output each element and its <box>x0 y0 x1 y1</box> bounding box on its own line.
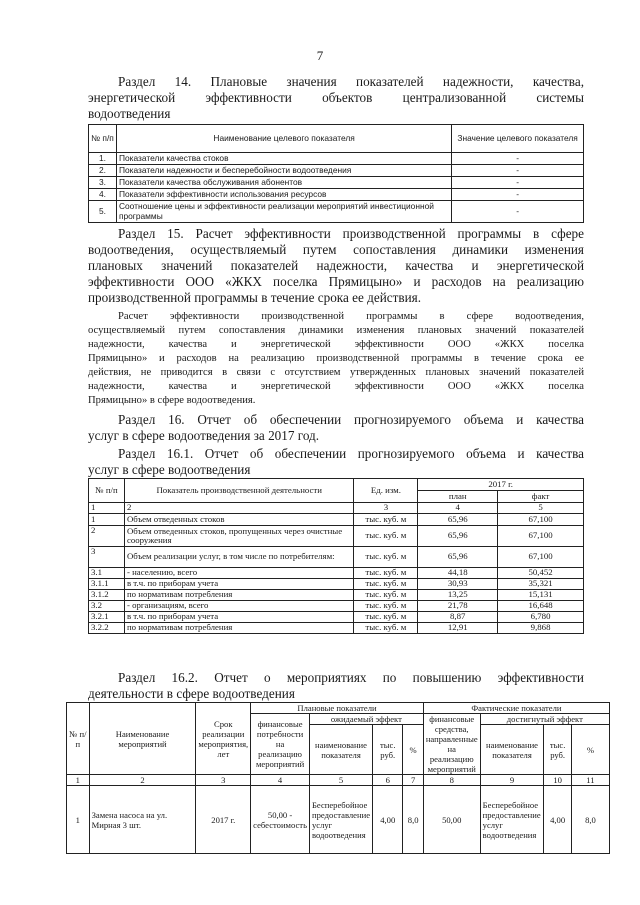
cell-number: 2. <box>89 165 117 177</box>
cell-name: по нормативам потребления <box>124 590 354 601</box>
table-row <box>89 601 584 612</box>
cell-value: - <box>452 189 584 201</box>
cell-unit: тыс. куб. м <box>354 568 418 579</box>
cell-name: Объем реализации услуг, в том числе по потребителям: <box>124 547 354 568</box>
heading-line: Раздел 16.2. Отчет о мероприятиях по повышению эффективности <box>118 670 584 685</box>
cell-fact: 67,100 <box>498 514 584 526</box>
heading-line: деятельности в сфере водоотведения <box>88 686 295 701</box>
cell-plan: 30,93 <box>418 579 498 590</box>
cell-plan: 65,96 <box>418 514 498 526</box>
index-row <box>89 503 584 514</box>
cell-name: Замена насоса на ул. Мирная 3 шт. <box>89 786 196 854</box>
table-row <box>89 165 584 177</box>
heading-line: водоотведения, осуществляемый путем сопоставления динамики изменения <box>88 242 584 257</box>
cell-unit: тыс. куб. м <box>354 526 418 547</box>
cell-percent-actual: 8,0 <box>571 786 609 854</box>
section-15-heading <box>88 226 584 306</box>
table-row <box>89 547 584 568</box>
cell-number: 3. <box>89 177 117 189</box>
table-row <box>67 786 610 854</box>
cell-plan: 44,18 <box>418 568 498 579</box>
cell-number: 1. <box>89 153 117 165</box>
cell-fact: 67,100 <box>498 526 584 547</box>
table-row <box>89 189 584 201</box>
section-16-heading <box>88 412 584 444</box>
cell-name: Показатели эффективности использования ресурсов <box>116 189 451 201</box>
cell-name: Показатели качества стоков <box>116 153 451 165</box>
body-line: Прямицыно» и расходов на реализацию производственной программы в течение срока ее <box>88 353 584 364</box>
col-header-indicator-actual: наименование показателя <box>480 725 544 775</box>
cell-fact: 15,131 <box>498 590 584 601</box>
cell-name: Объем отведенных стоков, пропущенных через очистные сооружения <box>124 526 354 547</box>
cell-fact: 67,100 <box>498 547 584 568</box>
table-row <box>89 612 584 623</box>
cell-unit: тыс. куб. м <box>354 601 418 612</box>
cell-fin-needs: 50,00 - себестоимость <box>251 786 310 854</box>
col-header-percent-actual: % <box>571 725 609 775</box>
cell-unit: тыс. куб. м <box>354 514 418 526</box>
cell-fact: 35,321 <box>498 579 584 590</box>
target-indicators-table <box>88 124 584 223</box>
index-cell: 8 <box>423 775 480 786</box>
cell-number: 2 <box>89 526 125 547</box>
cell-fin-actual: 50,00 <box>423 786 480 854</box>
index-cell: 3 <box>354 503 418 514</box>
body-line: осуществляемый путем сопоставления динамики изменения плановых значений показателей <box>88 325 584 336</box>
body-line: действия, не приводится в связи с отсутствием утвержденных плановых значений показателей <box>88 367 584 378</box>
index-cell: 10 <box>544 775 572 786</box>
cell-number: 1 <box>67 786 90 854</box>
heading-line: водоотведения <box>88 106 171 121</box>
cell-term: 2017 г. <box>196 786 251 854</box>
table-row <box>89 590 584 601</box>
cell-value: - <box>452 153 584 165</box>
cell-value: - <box>452 177 584 189</box>
cell-plan: 65,96 <box>418 526 498 547</box>
cell-name: Соотношение цены и эффективности реализации мероприятий инвестиционной программы <box>116 201 451 223</box>
col-header-number: № п/п <box>89 125 117 153</box>
table-row <box>89 623 584 634</box>
cell-unit: тыс. куб. м <box>354 579 418 590</box>
section-15-body <box>88 310 584 408</box>
body-line: Прямицыно» в сфере водоотведения. <box>88 395 256 406</box>
heading-line: Раздел 15. Расчет эффективности производственной программы в сфере <box>118 226 584 241</box>
col-header-unit: Ед. изм. <box>354 479 418 503</box>
table-row <box>89 579 584 590</box>
cell-name: Показатели надежности и бесперебойности водоотведения <box>116 165 451 177</box>
col-header-term: Срок реализации мероприятия, лет <box>196 703 251 775</box>
cell-number: 3.2.1 <box>89 612 125 623</box>
col-header-number: № п/п <box>67 703 90 775</box>
heading-line: Раздел 16.1. Отчет об обеспечении прогнозируемого объема и качества <box>118 446 584 461</box>
cell-unit: тыс. куб. м <box>354 590 418 601</box>
heading-line: Раздел 14. Плановые значения показателей надежности, качества, <box>118 74 584 89</box>
cell-plan: 65,96 <box>418 547 498 568</box>
index-cell: 7 <box>403 775 423 786</box>
cell-name: - организациям, всего <box>124 601 354 612</box>
col-header-fin-actual: финансовые средства, направленные на реализацию мероприятий <box>423 714 480 775</box>
col-header-indicator: наименование показателя <box>309 725 372 775</box>
body-line: надежности, качества и энергетической эффективности ООО «ЖКХ поселка <box>88 339 584 350</box>
index-cell: 1 <box>67 775 90 786</box>
cell-name: Объем отведенных стоков <box>124 514 354 526</box>
index-cell: 3 <box>196 775 251 786</box>
cell-unit: тыс. куб. м <box>354 612 418 623</box>
heading-line: плановых значений показателей надежности, качества и энергетической <box>88 258 584 273</box>
cell-plan: 12,91 <box>418 623 498 634</box>
page-number: 7 <box>316 48 324 63</box>
cell-plan: 13,25 <box>418 590 498 601</box>
cell-value: - <box>452 201 584 223</box>
cell-number: 3.1 <box>89 568 125 579</box>
index-cell: 2 <box>89 775 196 786</box>
heading-line: энергетической эффективности объектов централизованной системы <box>88 90 584 105</box>
cell-name: в т.ч. по приборам учета <box>124 612 354 623</box>
index-cell: 4 <box>251 775 310 786</box>
cell-number: 1 <box>89 514 125 526</box>
cell-number: 5. <box>89 201 117 223</box>
cell-ths-rub: 4,00 <box>373 786 403 854</box>
heading-line: эффективности ООО «ЖКХ поселка Прямицыно» и расходов на реализацию <box>88 274 584 289</box>
col-header-name: Показатель производственной деятельности <box>124 479 354 503</box>
cell-name: - населению, всего <box>124 568 354 579</box>
index-cell: 5 <box>498 503 584 514</box>
col-header-year: 2017 г. <box>418 479 584 491</box>
index-cell: 9 <box>480 775 544 786</box>
index-cell: 2 <box>124 503 354 514</box>
heading-line: Раздел 16. Отчет об обеспечении прогнозируемого объема и качества <box>118 412 584 427</box>
col-header-name: Наименование целевого показателя <box>116 125 451 153</box>
heading-line: услуг в сфере водоотведения <box>88 462 251 477</box>
index-cell: 6 <box>373 775 403 786</box>
col-header-percent: % <box>403 725 423 775</box>
cell-fact: 50,452 <box>498 568 584 579</box>
cell-fact: 6,780 <box>498 612 584 623</box>
cell-name: Показатели качества обслуживания абонентов <box>116 177 451 189</box>
col-header-plan: план <box>418 491 498 503</box>
production-volume-table <box>88 478 584 634</box>
cell-name: по нормативам потребления <box>124 623 354 634</box>
col-header-fin-needs: финансовые потребности на реализацию мероприятий <box>251 714 310 775</box>
heading-line: производственной программы в течение срока ее действия. <box>88 290 422 305</box>
cell-value: - <box>452 165 584 177</box>
cell-percent: 8,0 <box>403 786 423 854</box>
index-cell: 11 <box>571 775 609 786</box>
cell-number: 3.1.1 <box>89 579 125 590</box>
cell-fact: 16,648 <box>498 601 584 612</box>
table-row <box>89 568 584 579</box>
cell-number: 3.2 <box>89 601 125 612</box>
index-cell: 5 <box>309 775 372 786</box>
index-cell: 1 <box>89 503 125 514</box>
cell-plan: 21,78 <box>418 601 498 612</box>
col-header-ths-rub: тыс. руб. <box>373 725 403 775</box>
cell-number: 3.1.2 <box>89 590 125 601</box>
section-16-1-heading <box>88 446 584 478</box>
col-header-ths-rub-actual: тыс. руб. <box>544 725 572 775</box>
index-cell: 4 <box>418 503 498 514</box>
section-16-2-heading <box>88 670 584 702</box>
cell-ths-rub-actual: 4,00 <box>544 786 572 854</box>
cell-unit: тыс. куб. м <box>354 623 418 634</box>
cell-name: в т.ч. по приборам учета <box>124 579 354 590</box>
section-14-heading <box>88 74 584 122</box>
col-header-fact: факт <box>498 491 584 503</box>
col-header-number: № п/п <box>89 479 125 503</box>
col-header-name: Наименование мероприятий <box>89 703 196 775</box>
table-row <box>89 153 584 165</box>
col-header-actual: Фактические показатели <box>423 703 609 714</box>
cell-fact: 9,868 <box>498 623 584 634</box>
col-header-achieved: достигнутый эффект <box>480 714 609 725</box>
table-row <box>89 201 584 223</box>
col-header-value: Значение целевого показателя <box>452 125 584 153</box>
table-row <box>89 526 584 547</box>
table-row <box>89 177 584 189</box>
cell-unit: тыс. куб. м <box>354 547 418 568</box>
cell-number: 3 <box>89 547 125 568</box>
cell-indicator: Бесперебойное предоставление услуг водоотведения <box>309 786 372 854</box>
col-header-expected: ожидаемый эффект <box>309 714 423 725</box>
col-header-planned: Плановые показатели <box>251 703 424 714</box>
heading-line: услуг в сфере водоотведения за 2017 год. <box>88 428 320 443</box>
body-line: надежности, качества и энергетической эффективности ООО «ЖКХ поселка <box>88 381 584 392</box>
efficiency-measures-table <box>66 702 610 854</box>
cell-plan: 8,87 <box>418 612 498 623</box>
cell-number: 3.2.2 <box>89 623 125 634</box>
body-line: Расчет эффективности производственной программы в сфере водоотведения, <box>118 311 584 322</box>
index-row <box>67 775 610 786</box>
cell-indicator-actual: Бесперебойное предоставление услуг водоотведения <box>480 786 544 854</box>
cell-number: 4. <box>89 189 117 201</box>
table-row <box>89 514 584 526</box>
